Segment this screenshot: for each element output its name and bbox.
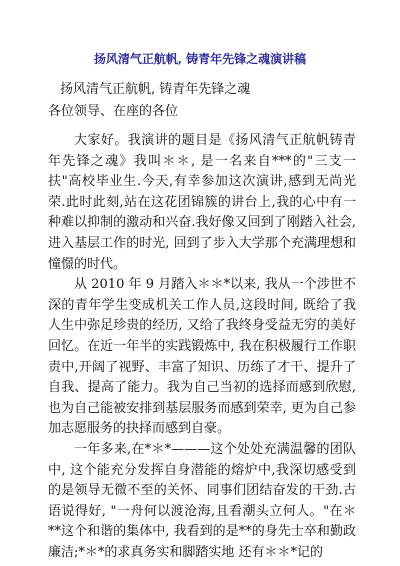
paragraph-1: 大家好。我演讲的题目是《扬风清气正航帆铸青年先锋之魂》我叫＊＊, 是一名来自***的"三支一扶"高校毕业生.今天,有幸参加这次演讲,感到无尚光荣.此时此刻,站在这花团锦簇的讲台上,我的心中有一种难以抑制的激动和兴奋.我好像又回到了刚踏入社会, 进入基层工作的时光, 回到了步入大学那个充满理想和憧憬的时代。 — [48, 133, 356, 272]
speech-body — [48, 131, 356, 563]
paragraph-3: 一年多来,在*＊*———这个处处充满温馨的团队中, 这个能充分发挥自身潜能的熔炉中,我深切感受到的是领导无微不至的关怀、同事们团结奋发的干劲.古语说得好, "一舟何以渡沧海,且看潮头立何人。"在＊**这个和谐的集体中, 我看到的是**的身先士卒和勤政廉洁;*＊*的求真务实和脚踏实地 还有＊＊*记的 — [48, 441, 356, 560]
document-title: 扬风清气正航帆, 铸青年先锋之魂演讲稿 — [93, 52, 307, 66]
speech-subtitle: 扬风清气正航帆, 铸青年先锋之魂 — [60, 82, 251, 97]
paragraph-2: 从 2010 年 9 月踏入＊＊*以来, 我从一个涉世不深的青年学生变成机关工作人员,这段时间, 既给了我人生中弥足珍贵的经历, 又给了我终身受益无穷的美好回忆。在近一年半的实践锻炼中, 我在积极履行工作职责中,开阔了视野、丰富了知识、历练了才干、提升了自我、提高了能力。我为自己当初的选择而感到欣慰, 也为自己能被安排到基层服务而感到荣幸, 更为自己参加志愿服务的抉择而感到自豪。 — [48, 277, 356, 437]
audience-greeting: 各位领导、在座的各位 — [48, 104, 179, 119]
